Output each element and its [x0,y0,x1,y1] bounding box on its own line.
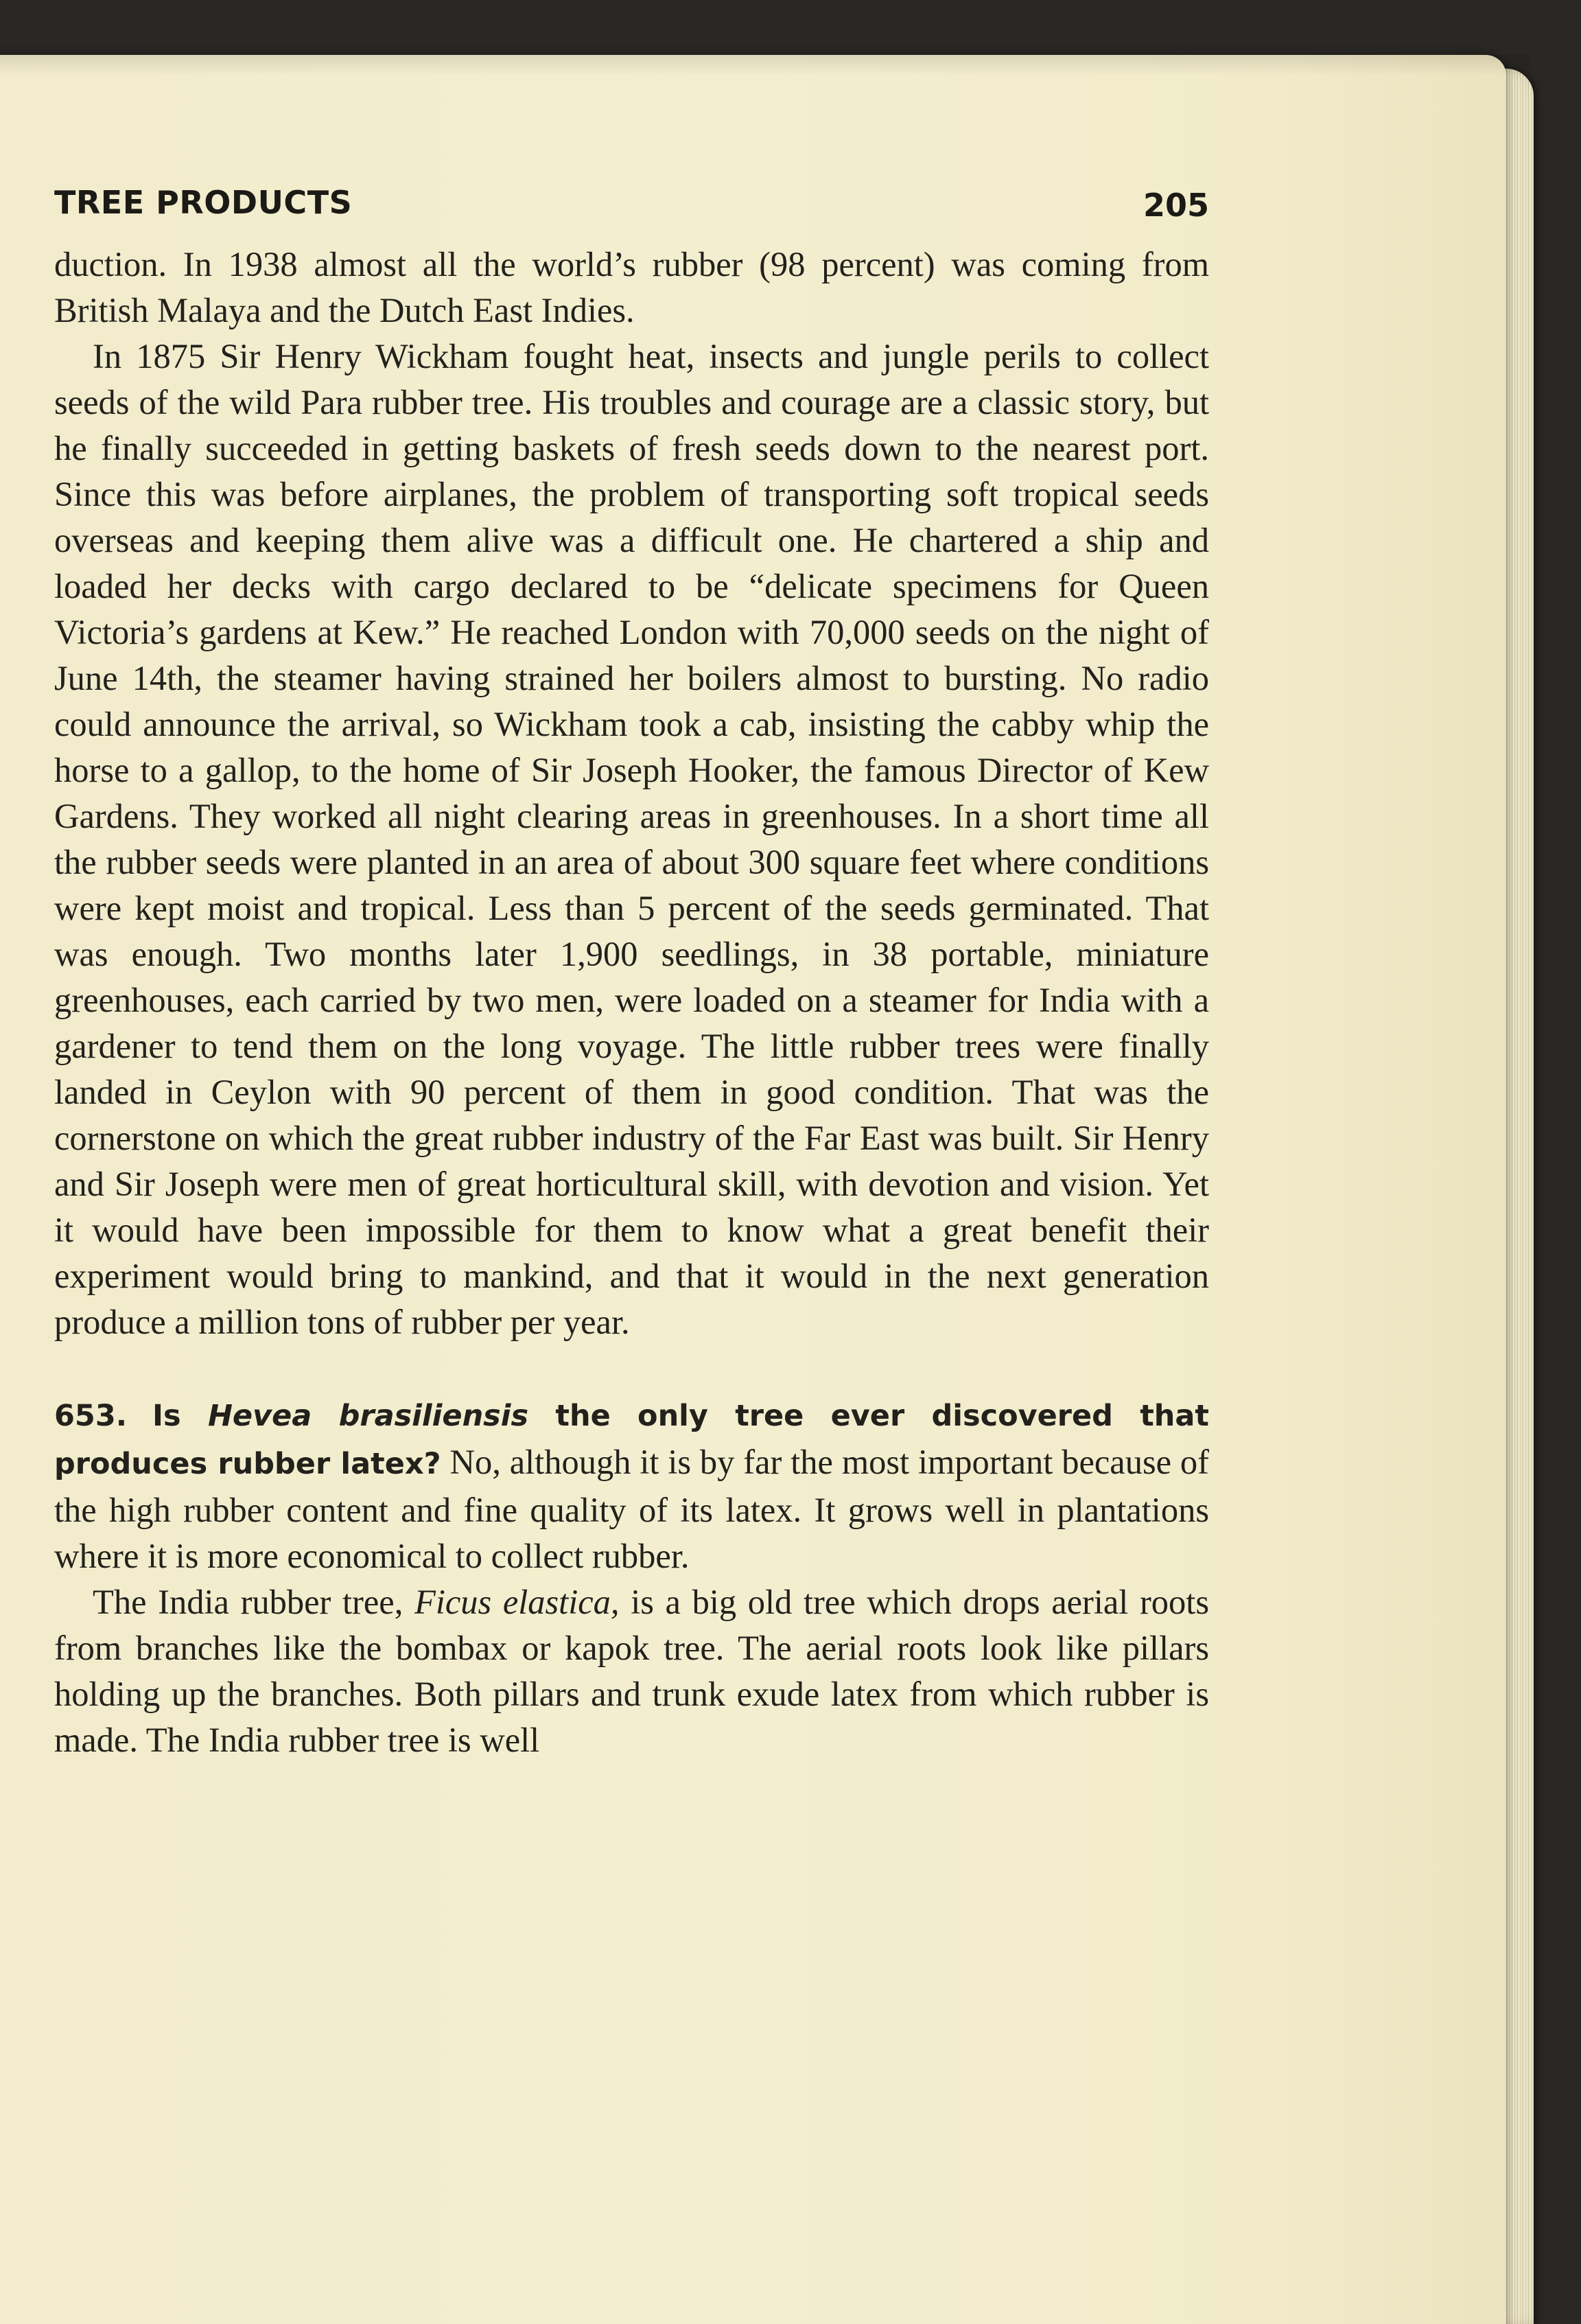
page-body [54,242,1209,1763]
question-653 [54,1391,1209,1579]
question-species: Hevea brasiliensis [207,1399,529,1433]
paragraph-wickham: In 1875 Sir Henry Wickham fought heat, insects and jungle perils to collect seeds of the wild Para rubber tree. His troubles and courage are a classic story, but he finally succeeded in getting baskets of fresh seeds down to the nearest port. Since this was before airplanes, the problem of transporting soft tropical seeds overseas and keeping them alive was a difficult one. He chartered a ship and loaded her decks with cargo declared to be “delicate specimens for Queen Victoria’s gardens at Kew.” He reached London with 70,000 seeds on the night of June 14th, the steamer having strained her boilers almost to bursting. No radio could announce the arrival, so Wickham took a cab, insisting the cabby whip the horse to a gallop, to the home of Sir Joseph Hooker, the famous Director of Kew Gardens. They worked all night clearing areas in greenhouses. In a short time all the rubber seeds were planted in an area of about 300 square feet where conditions were kept moist and tropical. Less than 5 percent of the seeds germinated. That was enough. Two months later 1,900 seedlings, in 38 portable, miniature greenhouses, each carried by two men, were loaded on a steamer for India with a gardener to tend them on the long voyage. The little rubber trees were finally landed in Ceylon with 90 percent of them in good condition. That was the cornerstone on which the great rubber industry of the Far East was built. Sir Henry and Sir Joseph were men of great horticultural skill, with devotion and vision. Yet it would have been impossible for them to know what a great benefit their experiment would bring to mankind, and that it would in the next generation produce a million tons of rubber per year. [54,337,1209,1341]
paragraph-lead: The India rubber tree, [93,1583,403,1621]
question-rest: the only tree ever discovered that produces rubber latex? [54,1399,1209,1481]
question-answer: No, although it is by far the most important because of the high rubber content and fine quality of its latex. It grows well in plantations where it is more economical to collect rubber. [54,1443,1209,1575]
question-lead: Is [152,1399,181,1433]
page-header [54,184,1209,226]
page-top-shadow [0,55,1530,75]
paragraph-rest: is a big old tree which drops aerial roots from branches like the bombax or kapok tree. The aerial roots look like pillars holding up the branches. Both pillars and trunk exude latex from which rubber is made. The India rubber tree is well [54,1583,1209,1759]
paragraph-india-rubber [54,1579,1209,1763]
page-number: 205 [1143,187,1209,224]
running-head: TREE PRODUCTS [54,184,353,221]
question-number: 653. [54,1399,128,1433]
species-name: Ficus elastica, [414,1583,620,1621]
paragraph-continued: duction. In 1938 almost all the world’s rubber (98 percent) was coming from British Malaya and the Dutch East Indies. [54,245,1209,329]
